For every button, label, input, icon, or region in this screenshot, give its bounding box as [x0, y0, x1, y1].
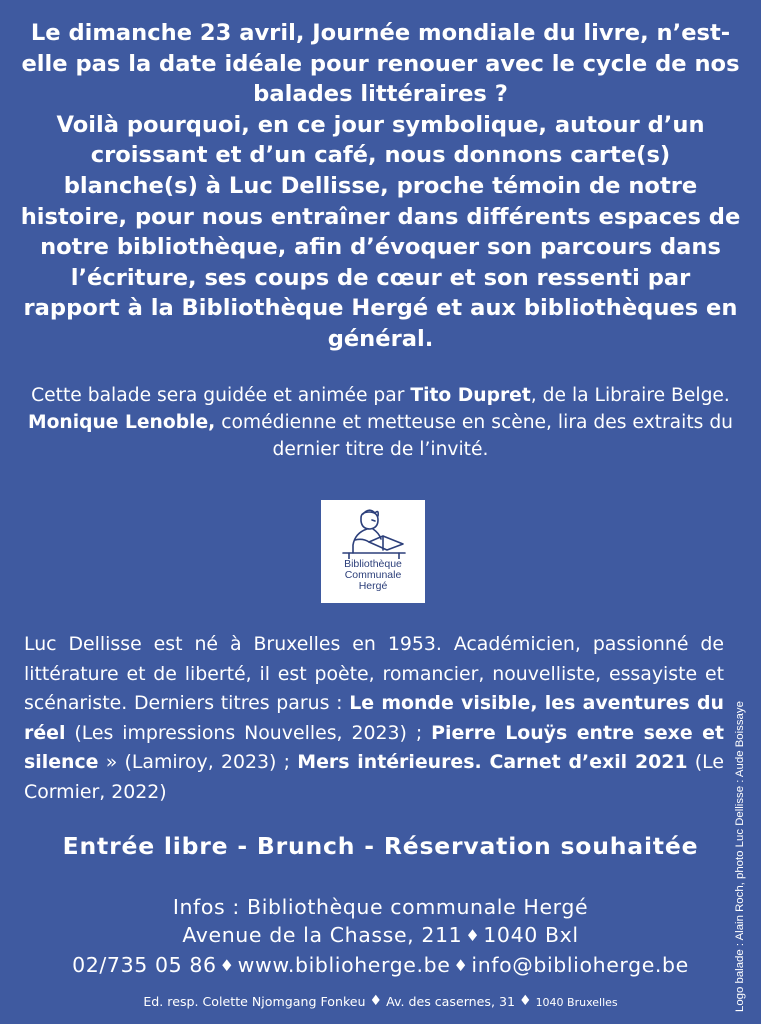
email-link[interactable]: info@biblioherge.be — [471, 953, 689, 977]
phone-number: 02/735 05 86 — [72, 953, 217, 977]
contact-info — [0, 893, 761, 981]
entry-info: Entrée libre - Brunch - Réservation souhaitée — [62, 832, 699, 860]
address-line: Avenue de la Chasse, 211 ♦ 1040 Bxl — [182, 923, 579, 947]
book-title: Mers intérieures. Carnet d’exil 2021 — [297, 751, 688, 773]
guide-paragraph: Cette balade sera guidée et animée par Tito Dupret, de la Libraire Belge. Monique Lenoble, comédienne et metteuse en scène, lira des extraits du dernier titre de l’invité. — [27, 385, 734, 460]
guide-name: Tito Dupret — [410, 385, 531, 406]
book-title: Le monde visible, les aventures du réel — [24, 692, 724, 744]
logo-text: Bibliothèque Communale Hergé — [344, 558, 402, 592]
intro-text — [20, 18, 741, 355]
diamond-separator-icon: ♦ — [465, 926, 481, 945]
reader-name: Monique Lenoble, — [27, 412, 216, 433]
diamond-separator-icon: ♦ — [453, 956, 469, 975]
diamond-separator-icon: ♦ — [369, 993, 383, 1009]
editor-line: Ed. resp. Colette Njomgang Fonkeu ♦ Av. des casernes, 31 ♦ 1040 Bruxelles — [143, 993, 618, 1009]
author-bio: Luc Dellisse est né à Bruxelles en 1953. Académicien, passionné de littérature et de liberté, il est poète, romancier, nouvelliste, essayiste et scénariste. Derniers titres parus : Le monde visible, les aventures du réel (Les impressions Nouvelles, 2023) ; Pierre Louÿs entre sexe et silence » (Lamiroy, 2023) ; Mers intérieures. Carnet d’exil 2021 (Le Cormier, 2022) — [24, 633, 724, 803]
diamond-separator-icon: ♦ — [519, 993, 532, 1009]
library-logo — [321, 500, 425, 603]
intro-paragraph: Le dimanche 23 avril, Journée mondiale du livre, n’est-elle pas la date idéale pour renouer avec le cycle de nos balades littéraires ? — [21, 20, 740, 108]
reader-at-desk-icon — [333, 504, 413, 559]
photo-credit: Logo balade : Alain Roch, photo Luc Dellisse : Aude Boissaye — [734, 701, 746, 1012]
website-link[interactable]: www.biblioherge.be — [237, 953, 451, 977]
book-title: Pierre Louÿs entre sexe et silence — [24, 721, 724, 773]
infos-title: Infos : Bibliothèque communale Hergé — [172, 895, 589, 919]
diamond-separator-icon: ♦ — [219, 956, 235, 975]
contact-line — [0, 951, 761, 981]
intro-paragraph: Voilà pourquoi, en ce jour symbolique, autour d’un croissant et d’un café, nous donnons carte(s) blanche(s) à Luc Dellisse, proche témoin de notre histoire, pour nous entraîner dans différents espaces de notre bibliothèque, afin d’évoquer son parcours dans l’écriture, ses coups de cœur et son ressenti par rapport à la Bibliothèque Hergé et aux bibliothèques en général. — [20, 111, 741, 352]
